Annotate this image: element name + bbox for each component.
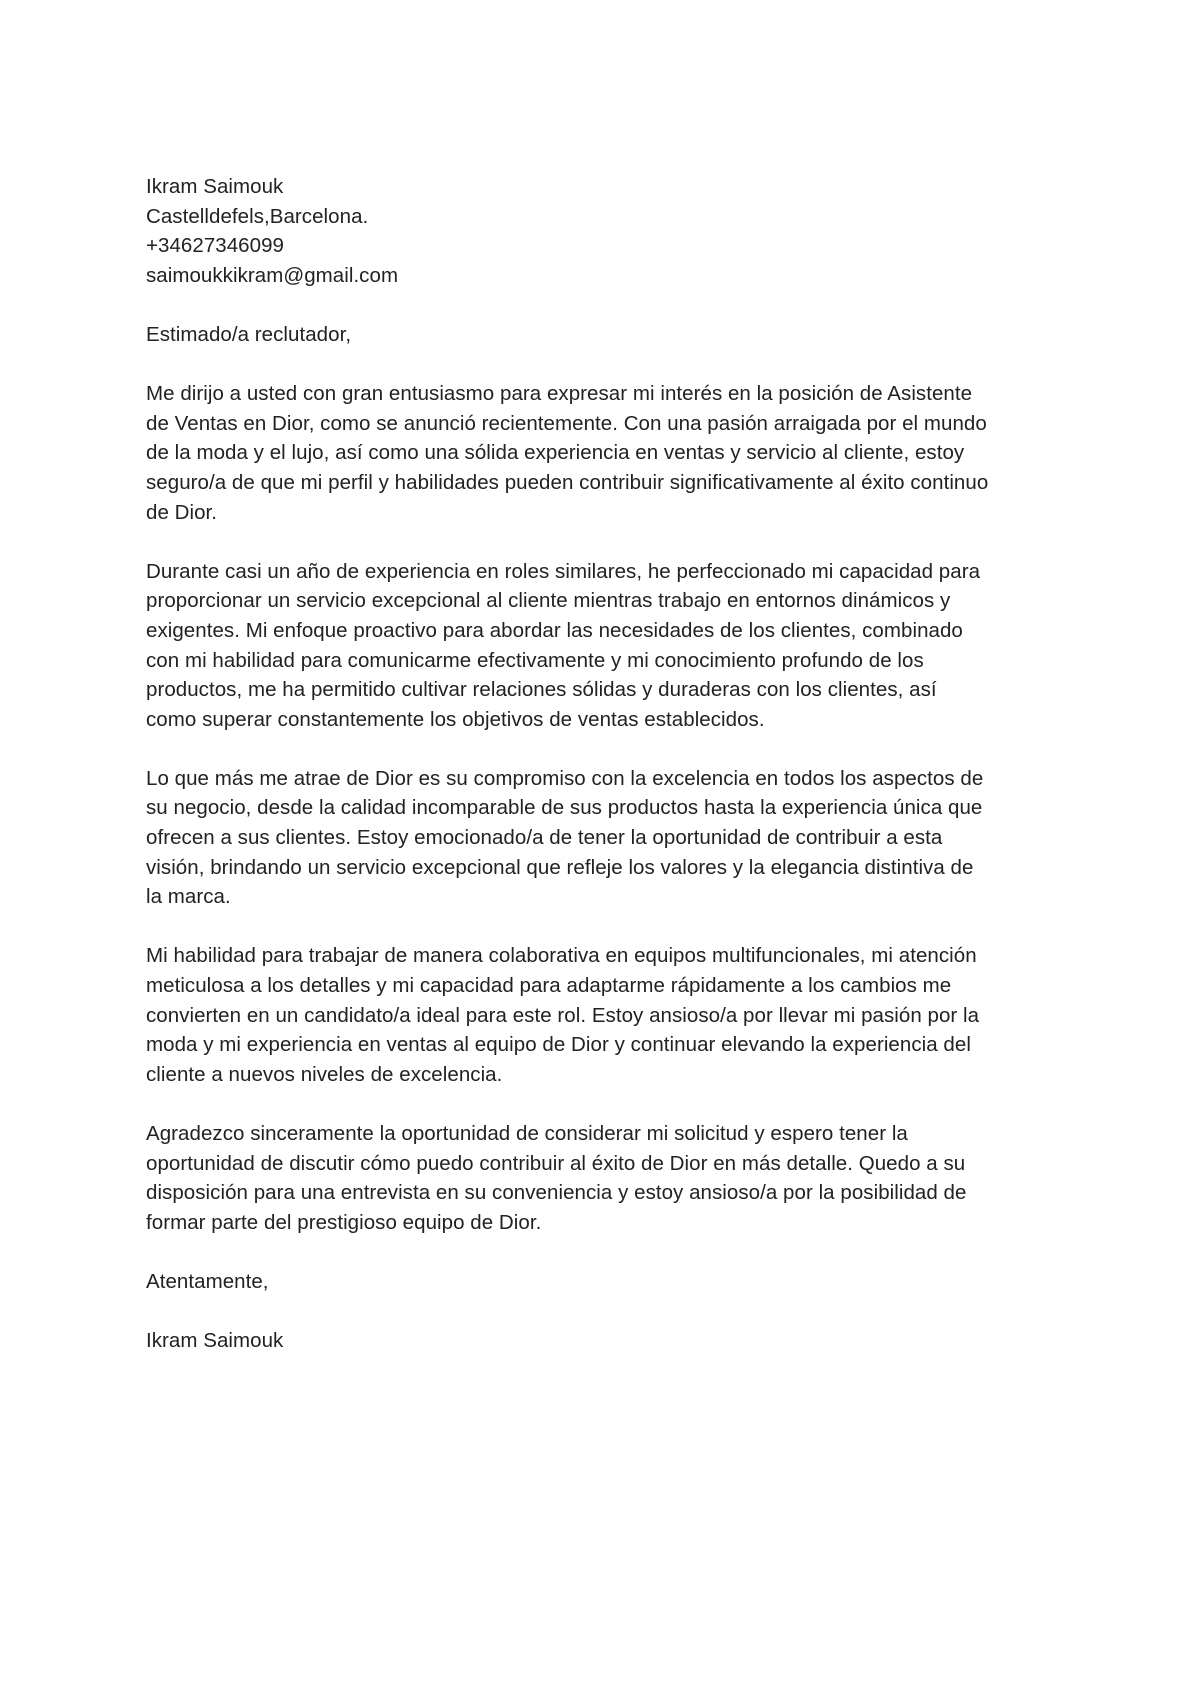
paragraph-line: Agradezco sinceramente la oportunidad de considerar mi solicitud y espero tener la [146,1122,908,1145]
spacer [146,527,1076,557]
paragraph-line: como superar constantemente los objetivos de ventas establecidos. [146,707,765,731]
sender-block [146,172,1076,290]
spacer [146,912,1076,942]
spacer [146,1297,1076,1327]
paragraph-5 [146,1119,1076,1237]
paragraph-line: productos, me ha permitido cultivar relaciones sólidas y duraderas con los clientes, así [146,678,937,702]
paragraph-line: moda y mi experiencia en ventas al equipo de Dior y continuar elevando la experiencia del [146,1033,971,1057]
spacer [146,1237,1076,1267]
spacer [146,1089,1076,1119]
paragraph-line: su negocio, desde la calidad incomparable de sus productos hasta la experiencia única que [146,796,983,820]
paragraph-line: Mi habilidad para trabajar de manera colaborativa en equipos multifuncionales, mi atención [146,944,977,968]
paragraph-line: Durante casi un año de experiencia en roles similares, he perfeccionado mi capacidad para [146,559,981,583]
paragraph-line: meticulosa a los detalles y mi capacidad para adaptarme rápidamente a los cambios me [146,974,952,998]
paragraph-line: cliente a nuevos niveles de excelencia. [146,1062,503,1086]
paragraph-line: visión, brindando un servicio excepcional que refleje los valores y la elegancia distintiva de [146,855,974,879]
paragraph-2 [146,557,1076,735]
paragraph-line: de Dior. [146,500,218,524]
paragraph-line: con mi habilidad para comunicarme efectivamente y mi conocimiento profundo de los [146,648,924,672]
paragraph-line: ofrecen a sus clientes. Estoy emocionado/a de tener la oportunidad de contribuir a esta [146,826,943,850]
sender-phone: +34627346099 [146,234,284,258]
paragraph-line: seguro/a de que mi perfil y habilidades pueden contribuir significativamente al éxito continuo [146,470,989,494]
sender-name: Ikram Saimouk [146,175,284,198]
paragraph-line: proporcionar un servicio excepcional al cliente mientras trabajo en entornos dinámicos y [146,589,951,613]
spacer [146,350,1076,380]
sender-email: saimoukkikram@gmail.com [146,263,399,287]
spacer [146,734,1076,764]
paragraph-line: exigentes. Mi enfoque proactivo para abordar las necesidades de los clientes, combinado [146,618,963,642]
closing: Atentamente, [146,1269,269,1293]
signature: Ikram Saimouk [146,1329,284,1353]
paragraph-line: formar parte del prestigioso equipo de Dior. [146,1210,542,1234]
paragraph-line: convierten en un candidato/a ideal para este rol. Estoy ansioso/a por llevar mi pasión por la [146,1003,980,1027]
sender-location: Castelldefels,Barcelona. [146,204,369,228]
salutation: Estimado/a reclutador, [146,322,352,346]
paragraph-3 [146,764,1076,912]
paragraph-line: Me dirijo a usted con gran entusiasmo para expresar mi interés en la posición de Asistente [146,382,973,406]
paragraph-line: de Ventas en Dior, como se anunció recientemente. Con una pasión arraigada por el mundo [146,411,987,435]
paragraph-line: disposición para una entrevista en su conveniencia y estoy ansioso/a por la posibilidad de [146,1181,967,1205]
paragraph-line: Lo que más me atrae de Dior es su compromiso con la excelencia en todos los aspectos de [146,766,984,790]
letter-body [146,172,1076,1356]
paragraph-line: de la moda y el lujo, así como una sólida experiencia en ventas y servicio al cliente, estoy [146,441,965,465]
paragraph-1 [146,379,1076,527]
paragraph-4 [146,941,1076,1089]
paragraph-line: la marca. [146,885,231,909]
spacer [146,290,1076,320]
paragraph-line: oportunidad de discutir cómo puedo contribuir al éxito de Dior en más detalle. Quedo a su [146,1151,966,1175]
